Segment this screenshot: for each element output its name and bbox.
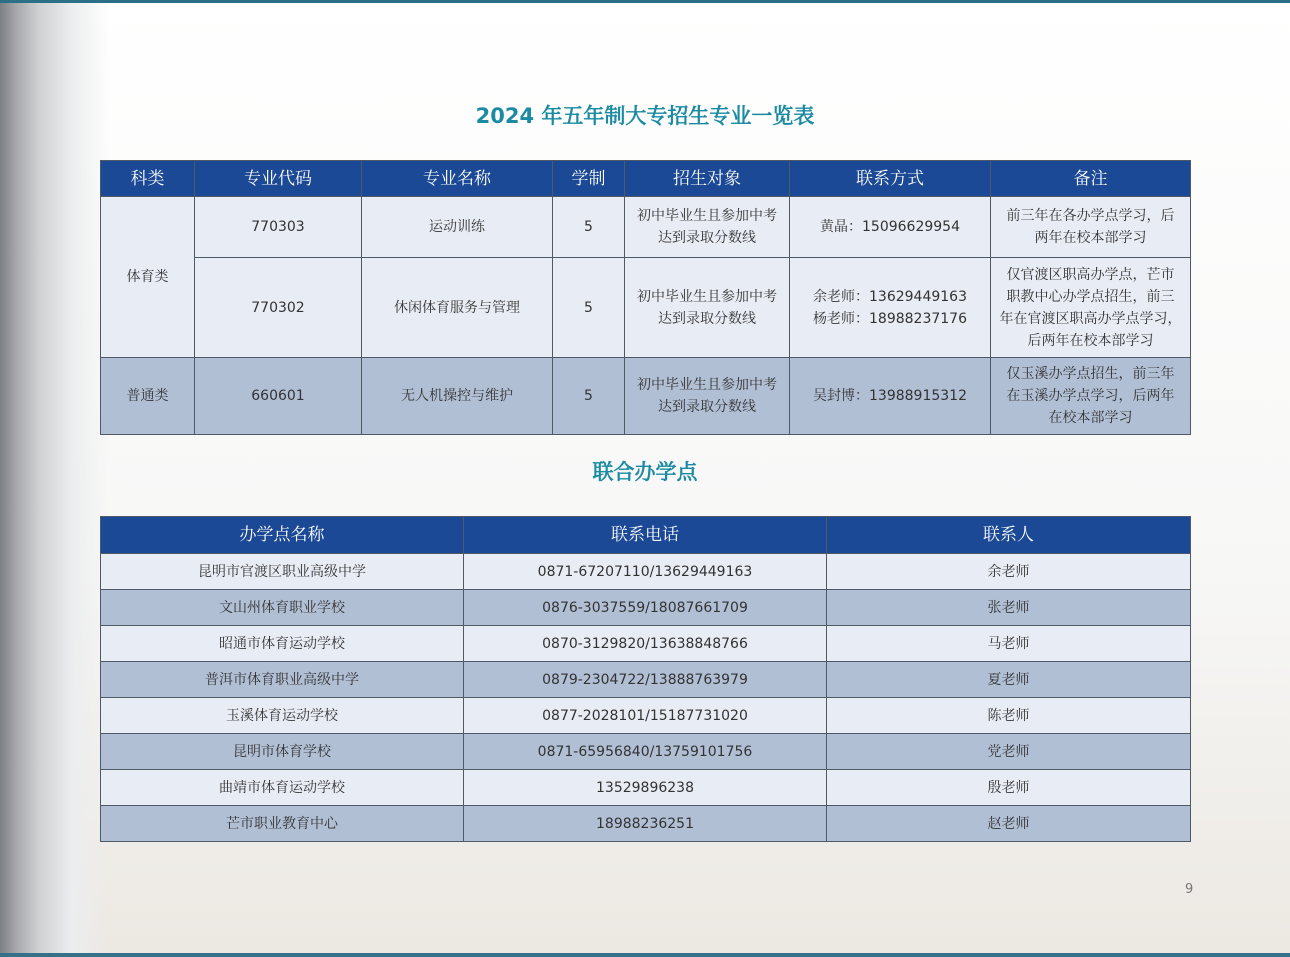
note-line: 前三年在各办学点学习，后 — [1006, 208, 1175, 224]
major-name-cell: 休闲体育服务与管理 — [362, 258, 553, 358]
note-cell — [991, 358, 1191, 435]
site-name-cell: 昭通市体育运动学校 — [101, 626, 464, 662]
table-row — [101, 662, 1191, 698]
header-contact: 联系方式 — [790, 161, 991, 197]
table-row — [101, 770, 1191, 806]
table-row — [101, 626, 1191, 662]
header-phone: 联系电话 — [464, 517, 827, 554]
site-name-cell: 文山州体育职业学校 — [101, 590, 464, 626]
contact-person-cell: 马老师 — [827, 626, 1191, 662]
bottom-rule — [0, 953, 1290, 957]
header-site-name: 办学点名称 — [101, 517, 464, 554]
site-name-cell: 芒市职业教育中心 — [101, 806, 464, 842]
header-years: 学制 — [553, 161, 625, 197]
major-name-cell: 运动训练 — [362, 197, 553, 258]
contact-cell — [790, 197, 991, 258]
table-row — [101, 258, 1191, 358]
contact-line: 吴封博：13988915312 — [813, 388, 967, 404]
header-major-name: 专业名称 — [362, 161, 553, 197]
target-cell — [625, 358, 790, 435]
years-cell: 5 — [553, 197, 625, 258]
joint-sites-table — [100, 516, 1191, 842]
code-cell: 770303 — [195, 197, 362, 258]
majors-table — [100, 160, 1191, 435]
site-name-cell: 昆明市官渡区职业高级中学 — [101, 554, 464, 590]
table-row — [101, 197, 1191, 258]
contact-person-cell: 夏老师 — [827, 662, 1191, 698]
table-row — [101, 358, 1191, 435]
category-cell: 普通类 — [101, 358, 195, 435]
contact-person-cell: 余老师 — [827, 554, 1191, 590]
years-cell: 5 — [553, 358, 625, 435]
contact-line: 杨老师：18988237176 — [813, 310, 967, 327]
top-rule — [0, 0, 1290, 3]
contact-line: 余老师：13629449163 — [813, 288, 967, 305]
note-line: 职教中心办学点招生，前三 — [1006, 288, 1175, 305]
table-row — [101, 554, 1191, 590]
sites-header-row — [101, 517, 1191, 554]
note-line: 两年在校本部学习 — [1034, 230, 1147, 246]
joint-sites-title: 联合办学点 — [592, 460, 698, 484]
contact-person-cell: 张老师 — [827, 590, 1191, 626]
page-title: 2024 年五年制大专招生专业一览表 — [475, 104, 815, 128]
table-row — [101, 590, 1191, 626]
note-line: 年在官渡区职高办学点学习， — [999, 310, 1182, 327]
note-cell — [991, 258, 1191, 358]
note-line: 仅玉溪办学点招生，前三年 — [1006, 366, 1175, 382]
contact-line: 黄晶：15096629954 — [820, 219, 960, 235]
major-name-cell: 无人机操控与维护 — [362, 358, 553, 435]
site-name-cell: 昆明市体育学校 — [101, 734, 464, 770]
contact-person-cell: 赵老师 — [827, 806, 1191, 842]
category-cell: 体育类 — [101, 197, 195, 358]
phone-cell: 13529896238 — [464, 770, 827, 806]
header-category: 科类 — [101, 161, 195, 197]
contact-person-cell: 殷老师 — [827, 770, 1191, 806]
contact-person-cell: 党老师 — [827, 734, 1191, 770]
phone-cell: 0879-2304722/13888763979 — [464, 662, 827, 698]
majors-header-row — [101, 161, 1191, 197]
header-note: 备注 — [991, 161, 1191, 197]
contact-person-cell: 陈老师 — [827, 698, 1191, 734]
years-cell: 5 — [553, 258, 625, 358]
table-row — [101, 698, 1191, 734]
target-line: 达到录取分数线 — [658, 310, 756, 327]
site-name-cell: 曲靖市体育运动学校 — [101, 770, 464, 806]
phone-cell: 0876-3037559/18087661709 — [464, 590, 827, 626]
target-line: 初中毕业生且参加中考 — [637, 208, 777, 224]
target-cell — [625, 258, 790, 358]
phone-cell: 18988236251 — [464, 806, 827, 842]
header-code: 专业代码 — [195, 161, 362, 197]
phone-cell: 0870-3129820/13638848766 — [464, 626, 827, 662]
target-line: 初中毕业生且参加中考 — [637, 288, 777, 305]
contact-cell — [790, 358, 991, 435]
header-contact-person: 联系人 — [827, 517, 1191, 554]
header-target: 招生对象 — [625, 161, 790, 197]
target-line: 初中毕业生且参加中考 — [637, 377, 777, 393]
page-number: 9 — [1185, 882, 1194, 897]
note-line: 仅官渡区职高办学点，芒市 — [1006, 266, 1175, 283]
site-name-cell: 玉溪体育运动学校 — [101, 698, 464, 734]
note-line: 后两年在校本部学习 — [1027, 332, 1154, 349]
phone-cell: 0871-65956840/13759101756 — [464, 734, 827, 770]
phone-cell: 0877-2028101/15187731020 — [464, 698, 827, 734]
phone-cell: 0871-67207110/13629449163 — [464, 554, 827, 590]
target-line: 达到录取分数线 — [658, 230, 756, 246]
target-line: 达到录取分数线 — [658, 399, 756, 415]
note-line: 在玉溪办学点学习，后两年 — [1006, 388, 1175, 404]
note-cell — [991, 197, 1191, 258]
site-name-cell: 普洱市体育职业高级中学 — [101, 662, 464, 698]
table-row — [101, 734, 1191, 770]
code-cell: 770302 — [195, 258, 362, 358]
code-cell: 660601 — [195, 358, 362, 435]
table-row — [101, 806, 1191, 842]
target-cell — [625, 197, 790, 258]
contact-cell — [790, 258, 991, 358]
note-line: 在校本部学习 — [1048, 410, 1133, 426]
